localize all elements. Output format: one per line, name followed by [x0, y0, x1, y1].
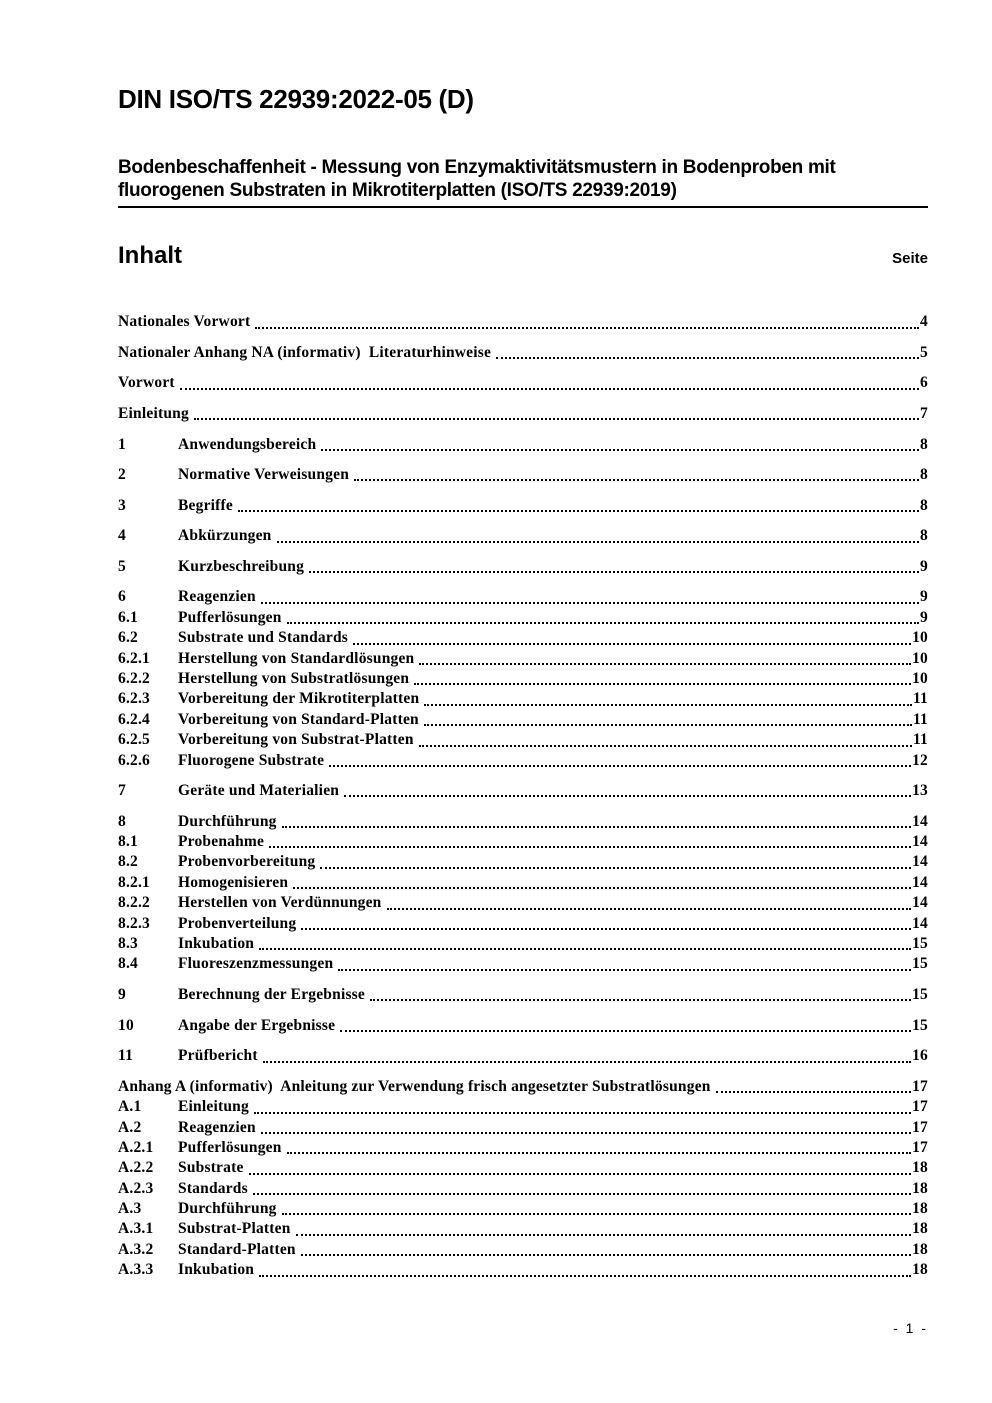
toc-entry [118, 1240, 928, 1260]
toc-entry-title: Einleitung [178, 1098, 249, 1116]
toc-leader-dots [282, 826, 912, 828]
toc-entry-title: Durchführung [178, 812, 277, 830]
toc-leader-dots [309, 571, 919, 573]
toc-entry-page: 17 [912, 1118, 928, 1136]
toc-entry-page: 7 [920, 404, 928, 422]
toc-entry-number: A.3 [118, 1200, 142, 1218]
toc-entry-page: 18 [912, 1159, 928, 1177]
toc-entry [118, 852, 928, 872]
toc-entry-title: Substrate und Standards [178, 629, 348, 647]
toc-entry-number: 4 [118, 527, 126, 545]
toc-entry [118, 1199, 928, 1219]
toc-entry-page: 10 [912, 669, 928, 687]
toc-entry-page: 9 [920, 588, 928, 606]
toc-entry [118, 985, 928, 1005]
toc-entry-number: A.2.2 [118, 1159, 154, 1177]
toc-leader-dots [419, 663, 911, 665]
toc-entry-number: 6.2.5 [118, 731, 150, 749]
toc-leader-dots [249, 1173, 912, 1175]
toc-leader-dots [716, 1091, 912, 1093]
toc-entry-page: 14 [912, 833, 928, 851]
toc-entry-title: Prüfbericht [178, 1047, 258, 1065]
toc-entry-title: Probenvorbereitung [178, 853, 316, 871]
toc-entry [118, 893, 928, 913]
toc-entry-page: 6 [920, 374, 928, 392]
toc-entry-number: 6.2.1 [118, 649, 150, 667]
toc-entry-page: 18 [912, 1179, 928, 1197]
toc-leader-dots [180, 388, 919, 390]
toc-entry-title: Homogenisieren [178, 873, 289, 891]
toc-entry [118, 1260, 928, 1280]
toc-entry [118, 914, 928, 934]
toc-entry-number: 9 [118, 985, 126, 1003]
toc-entry [118, 312, 928, 332]
toc-entry-number: A.1 [118, 1098, 142, 1116]
toc-page-column-label: Seite [892, 250, 928, 267]
toc-entry-number: 6.1 [118, 608, 138, 626]
toc-entry-title: Vorbereitung der Mikrotiterplatten [178, 690, 420, 708]
toc-entry-page: 11 [912, 731, 928, 749]
toc-entry [118, 934, 928, 954]
toc-entry-title: Fluorogene Substrate [178, 751, 325, 769]
toc-entry-page: 15 [912, 935, 928, 953]
toc-entry-title: Normative Verweisungen [178, 466, 350, 484]
toc-entry-number: 11 [118, 1047, 134, 1065]
toc-entry [118, 628, 928, 648]
toc-leader-dots [424, 704, 912, 706]
toc-entry-page: 10 [912, 649, 928, 667]
toc-entry-page: 14 [912, 873, 928, 891]
toc-entry [118, 526, 928, 546]
toc-leader-dots [414, 683, 911, 685]
toc-entry [118, 954, 928, 974]
toc-leader-dots [194, 418, 919, 420]
toc-entry-page: 12 [912, 751, 928, 769]
toc-entry [118, 1118, 928, 1138]
toc-leader-dots [253, 1193, 911, 1195]
toc-leader-dots [321, 449, 919, 451]
toc-entry-page: 9 [920, 557, 928, 575]
toc-leader-dots [254, 1112, 911, 1114]
toc-entry-number: A.3.2 [118, 1240, 154, 1258]
toc-entry-page: 18 [912, 1200, 928, 1218]
toc-leader-dots [354, 479, 919, 481]
toc-leader-dots [387, 908, 912, 910]
toc-entry-page: 15 [912, 955, 928, 973]
toc-leader-dots [424, 724, 912, 726]
toc-entry-title: Reagenzien [178, 1118, 256, 1136]
toc-entry-number: 6.2.3 [118, 690, 150, 708]
toc-entry-title: Pufferlösungen [178, 608, 282, 626]
toc-entry [118, 404, 928, 424]
toc-leader-dots [261, 1132, 911, 1134]
toc-entry-page: 10 [912, 629, 928, 647]
toc-entry-number: 8.2.3 [118, 914, 150, 932]
toc-entry-number: 2 [118, 466, 126, 484]
toc-entry-page: 14 [912, 894, 928, 912]
toc-entry-title: Angabe der Ergebnisse [178, 1016, 336, 1034]
toc-entry-page: 5 [920, 343, 928, 361]
toc-entry [118, 343, 928, 363]
toc-leader-dots [340, 1030, 911, 1032]
toc-leader-dots [301, 1254, 911, 1256]
toc-entry [118, 832, 928, 852]
toc-entry [118, 557, 928, 577]
toc-entry-title: Vorbereitung von Standard-Platten [178, 710, 419, 728]
toc-entry [118, 465, 928, 485]
toc-entry-title: Vorbereitung von Substrat-Platten [178, 731, 414, 749]
document-title: Bodenbeschaffenheit - Messung von Enzymaktivitätsmustern in Bodenproben mit fluorogenen Substraten in Mikrotiterplatten (ISO/TS 22939:2019) [118, 157, 836, 201]
toc-entry-page: 14 [912, 812, 928, 830]
toc-entry-number: 3 [118, 496, 126, 514]
toc-leader-dots [301, 928, 911, 930]
toc-entry-title: Anwendungsbereich [178, 435, 317, 453]
toc-leader-dots [293, 887, 911, 889]
toc-entry-title: Abkürzungen [178, 527, 272, 545]
toc-leader-dots [329, 765, 911, 767]
toc-leader-dots [263, 1061, 911, 1063]
toc-entry-page: 8 [920, 435, 928, 453]
toc-leader-dots [287, 1152, 912, 1154]
toc-entry-number: 1 [118, 435, 126, 453]
toc-leader-dots [287, 622, 919, 624]
toc-entry-title: Herstellung von Standardlösungen [178, 649, 415, 667]
toc-entry-title: Pufferlösungen [178, 1138, 282, 1156]
toc-leader-dots [238, 510, 919, 512]
toc-entry-number: 6.2.6 [118, 751, 150, 769]
toc-entry-page: 16 [912, 1047, 928, 1065]
toc-leader-dots [277, 541, 920, 543]
toc-leader-dots [261, 602, 919, 604]
toc-leader-dots [353, 643, 911, 645]
toc-entry-number: 8.1 [118, 833, 138, 851]
toc-entry [118, 1219, 928, 1239]
toc-entry-number: 8.4 [118, 955, 138, 973]
toc-entry [118, 1158, 928, 1178]
toc-entry [118, 608, 928, 628]
toc-entry-title: Standards [178, 1179, 248, 1197]
toc-entry-title: Vorwort [118, 374, 175, 392]
toc-entry-title: Durchführung [178, 1200, 277, 1218]
toc-leader-dots [419, 745, 912, 747]
toc-entry-title: Nationales Vorwort [118, 313, 251, 331]
toc-entry [118, 373, 928, 393]
toc-entry [118, 1046, 928, 1066]
toc-entry-title: Inkubation [178, 1261, 255, 1279]
toc-entry-number: A.2.3 [118, 1179, 154, 1197]
toc-leader-dots [255, 327, 919, 329]
toc-entry-title: Probenahme [178, 833, 265, 851]
toc-entry-title: Nationaler Anhang NA (informativ) Literaturhinweise [118, 343, 492, 361]
toc-leader-dots [296, 1234, 912, 1236]
title-divider-rule [118, 206, 928, 208]
toc-entry-page: 18 [912, 1261, 928, 1279]
toc-entry [118, 649, 928, 669]
toc-leader-dots [259, 1275, 911, 1277]
toc-entry-number: 6.2.2 [118, 669, 150, 687]
toc-entry-title: Kurzbeschreibung [178, 557, 305, 575]
toc-entry [118, 1077, 928, 1097]
toc-entry-page: 8 [920, 466, 928, 484]
footer-page-number: - 1 - [893, 1320, 928, 1336]
toc-entry-title: Anhang A (informativ) Anleitung zur Verwendung frisch angesetzter Substratlösungen [118, 1077, 711, 1095]
toc-leader-dots [496, 357, 919, 359]
toc-entry [118, 689, 928, 709]
toc-entry-page: 9 [920, 608, 928, 626]
toc-entry-number: 5 [118, 557, 126, 575]
toc-entry [118, 587, 928, 607]
toc-entry [118, 751, 928, 771]
toc-entry-page: 14 [912, 853, 928, 871]
toc-entry [118, 710, 928, 730]
toc-entry-title: Einleitung [118, 404, 189, 422]
toc-entry-number: A.3.1 [118, 1220, 154, 1238]
toc-entry-title: Substrat-Platten [178, 1220, 291, 1238]
toc-entry-number: 10 [118, 1016, 134, 1034]
toc-entry-page: 8 [920, 527, 928, 545]
toc-leader-dots [370, 999, 911, 1001]
toc-entry [118, 496, 928, 516]
toc-leader-dots [282, 1213, 912, 1215]
toc-header [118, 242, 928, 270]
toc-entry-number: 8.3 [118, 935, 138, 953]
toc-entry-page: 11 [912, 710, 928, 728]
toc-entry-page: 17 [912, 1077, 928, 1095]
toc-entry [118, 1138, 928, 1158]
toc-entry [118, 730, 928, 750]
toc-entry-title: Inkubation [178, 935, 255, 953]
toc-entry-title: Standard-Platten [178, 1240, 296, 1258]
document-number: DIN ISO/TS 22939:2022-05 (D) [118, 84, 474, 114]
toc-entry [118, 1097, 928, 1117]
toc-leader-dots [259, 948, 911, 950]
toc-entry-number: A.2 [118, 1118, 142, 1136]
toc-entry-page: 13 [912, 782, 928, 800]
toc-leader-dots [269, 846, 911, 848]
toc-entry-number: 6 [118, 588, 126, 606]
toc-entry-page: 4 [920, 313, 928, 331]
toc-entry [118, 812, 928, 832]
toc-entry [118, 669, 928, 689]
toc-leader-dots [320, 867, 911, 869]
toc-entry-number: 8.2.2 [118, 894, 150, 912]
toc-leader-dots [338, 969, 911, 971]
toc-entry-title: Fluoreszenzmessungen [178, 955, 334, 973]
toc-entry-page: 8 [920, 496, 928, 514]
toc-entry-page: 15 [912, 1016, 928, 1034]
toc-entry-title: Probenverteilung [178, 914, 297, 932]
toc-entry-page: 17 [912, 1138, 928, 1156]
toc-entry-number: 6.2 [118, 629, 138, 647]
toc-entry-page: 15 [912, 985, 928, 1003]
toc-entry-title: Herstellen von Verdünnungen [178, 894, 382, 912]
toc-entry [118, 781, 928, 801]
toc-entry-number: 8.2.1 [118, 873, 150, 891]
toc-entry [118, 1179, 928, 1199]
toc-leader-dots [344, 795, 911, 797]
toc-entry-number: 8 [118, 812, 126, 830]
toc-entry-number: A.2.1 [118, 1138, 154, 1156]
toc-entry-title: Reagenzien [178, 588, 256, 606]
toc-entry-title: Berechnung der Ergebnisse [178, 985, 365, 1003]
toc-entry-title: Herstellung von Substratlösungen [178, 669, 410, 687]
toc-entry-title: Geräte und Materialien [178, 782, 340, 800]
toc-entry-page: 18 [912, 1220, 928, 1238]
toc-heading: Inhalt [118, 242, 182, 269]
toc-entry [118, 435, 928, 455]
toc-entry-number: 6.2.4 [118, 710, 150, 728]
toc-entry [118, 1016, 928, 1036]
toc-entry-number: 8.2 [118, 853, 138, 871]
toc-entry-title: Begriffe [178, 496, 233, 514]
toc-entry-page: 11 [912, 690, 928, 708]
toc-entry-title: Substrate [178, 1159, 244, 1177]
toc-entry-page: 18 [912, 1240, 928, 1258]
toc-entry-page: 14 [912, 914, 928, 932]
toc-entry [118, 873, 928, 893]
toc-list [118, 302, 928, 1281]
toc-entry-page: 17 [912, 1098, 928, 1116]
toc-entry-number: A.3.3 [118, 1261, 154, 1279]
toc-entry-number: 7 [118, 782, 126, 800]
